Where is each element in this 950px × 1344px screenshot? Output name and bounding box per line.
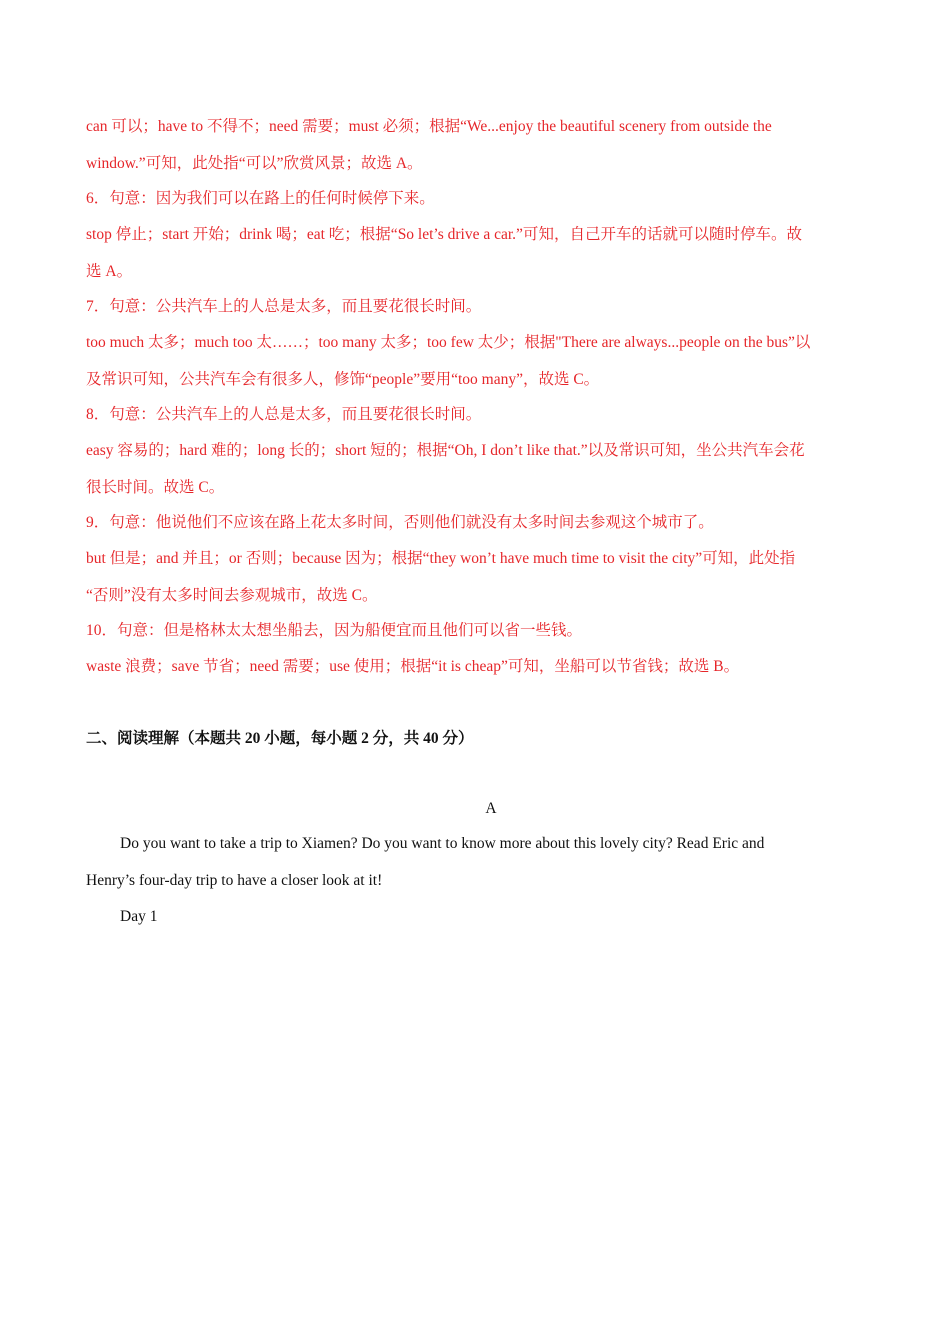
question-8-meaning: 8．句意：公共汽车上的人总是太多，而且要花很长时间。 [86,406,482,423]
answer-line: too much 太多；much too 太……；too many 太多；too few 太少；根据"There are always...people on the bus”以 [86,334,811,351]
answer-line: but 但是；and 并且；or 否则；because 因为；根据“they won’t have much time to visit the city”可知，此处指 [86,550,796,567]
question-7-meaning: 7．句意：公共汽车上的人总是太多，而且要花很长时间。 [86,298,482,315]
answer-line: “否则”没有太多时间去参观城市，故选 C。 [86,587,378,604]
answer-line: 选 A。 [86,263,133,280]
passage-paragraph: Do you want to take a trip to Xiamen? Do you want to know more about this lovely city? Read Eric and [120,835,765,852]
question-10-meaning: 10．句意：但是格林太太想坐船去，因为船便宜而且他们可以省一些钱。 [86,622,583,639]
answer-line: stop 停止；start 开始；drink 喝；eat 吃；根据“So let’s drive a car.”可知，自己开车的话就可以随时停车。故 [86,226,802,243]
answer-line: 及常识可知，公共汽车会有很多人，修饰“people”要用“too many”，故选 C。 [86,371,600,388]
passage-paragraph-cont: Henry’s four-day trip to have a closer look at it! [86,872,383,889]
answer-line: can 可以；have to 不得不；need 需要；must 必须；根据“We...enjoy the beautiful scenery from outside the [86,118,772,135]
question-6-meaning: 6．句意：因为我们可以在路上的任何时候停下来。 [86,190,435,207]
answer-line: easy 容易的；hard 难的；long 长的；short 短的；根据“Oh, I don’t like that.”以及常识可知，坐公共汽车会花 [86,442,805,459]
section-heading: 二、阅读理解（本题共 20 小题，每小题 2 分，共 40 分） [86,730,474,747]
day-heading: Day 1 [120,908,158,925]
answer-line: 很长时间。故选 C。 [86,479,225,496]
answer-line: waste 浪费；save 节省；need 需要；use 使用；根据“it is cheap”可知，坐船可以节省钱；故选 B。 [86,658,740,675]
passage-label: A [485,800,497,817]
answer-line: window.”可知，此处指“可以”欣赏风景；故选 A。 [86,155,423,172]
question-9-meaning: 9．句意：他说他们不应该在路上花太多时间，否则他们就没有太多时间去参观这个城市了。 [86,514,714,531]
